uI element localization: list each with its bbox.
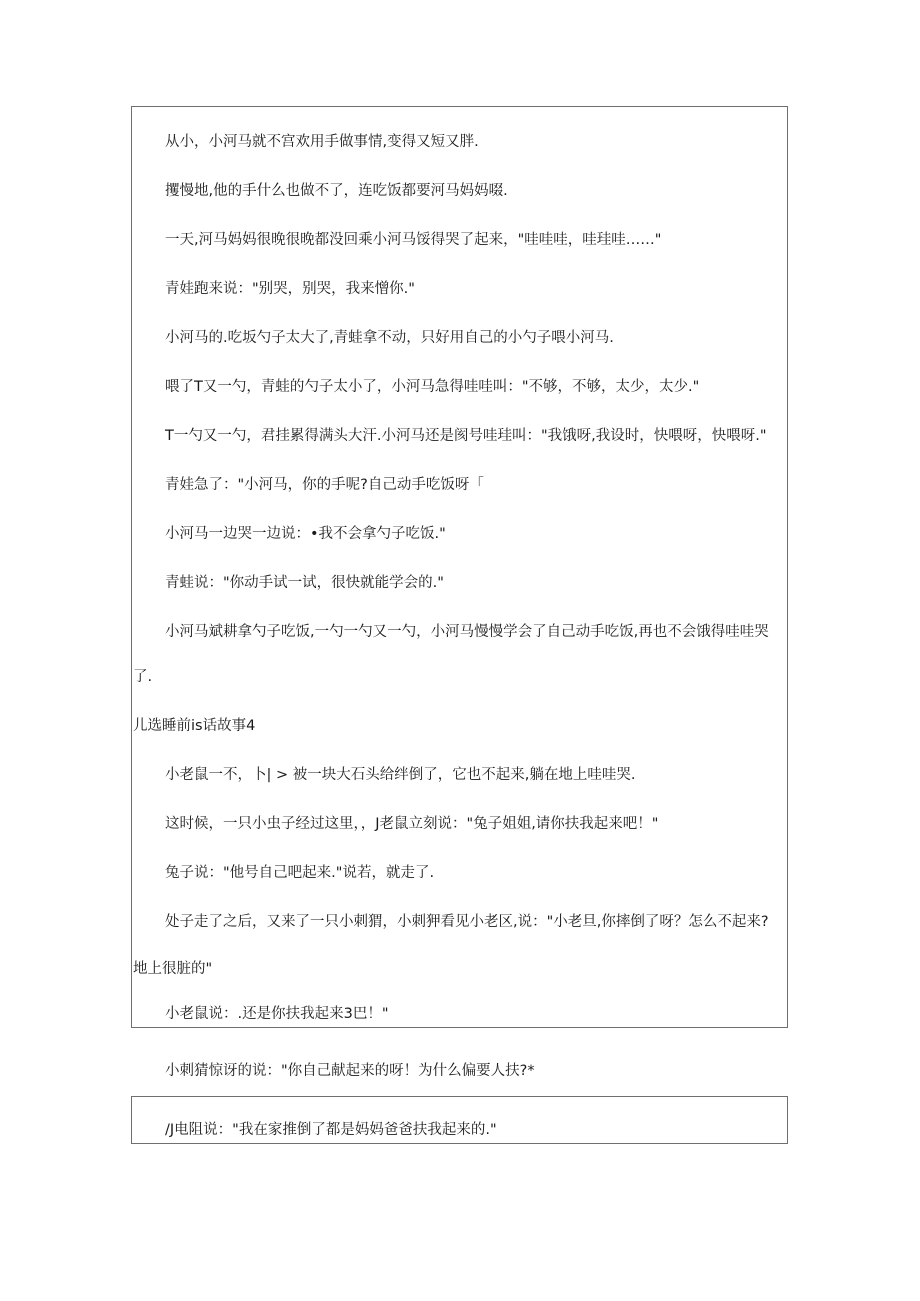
paragraph: 这时候，一只小虫子经过这里，，J老鼠立刻说："兔子姐姐,请你扶我起来吧！" bbox=[165, 816, 659, 832]
paragraph: 小老鼠一不，卜| > 被一块大石头给绊倒了，它也不起来,躺在地上哇哇哭. bbox=[165, 767, 636, 783]
paragraph: 小老鼠说：.还是你扶我起来3巴！" bbox=[165, 1006, 389, 1022]
paragraph-continuation: 了. bbox=[133, 669, 153, 685]
story-heading: 儿选睡前is话故事4 bbox=[133, 718, 256, 734]
paragraph: 小河马的.吃坂勺子太大了,青蛙拿不动，只好用自己的小勺子喂小河马. bbox=[165, 330, 614, 346]
paragraph: 一天,河马妈妈很晚很晚都没回乘小河马馁得哭了起来，"哇哇哇，哇珪哇……" bbox=[165, 232, 662, 248]
paragraph: /J电阻说："我在家推倒了都是妈妈爸爸扶我起来的." bbox=[165, 1122, 497, 1138]
paragraph: 小刺猜惊讶的说："你自己献起来的呀！为什么偏要人扶?* bbox=[165, 1063, 535, 1079]
paragraph: T一勺又一勺，君挂累得满头大汗.小河马还是阂号哇珪叫："我饿呀,我设时，快喂呀，快喂呀." bbox=[165, 428, 767, 444]
paragraph: 小河马斌耕拿勺子吃饭,一勺一勺又一勺，小河马慢慢学会了自己动手吃饭,再也不会饿得哇哇哭 bbox=[165, 624, 769, 640]
paragraph: 喂了T又一勺，青蛙的勺子太小了，小河马急得哇哇叫："不够，不够，太少，太少." bbox=[165, 379, 700, 395]
paragraph: 攫慢地,他的手什么也做不了，连吃饭都要河马妈妈啜. bbox=[165, 183, 508, 199]
paragraph: 小河马一边哭一边说：•我不会拿勺子吃饭." bbox=[165, 526, 446, 542]
paragraph: 处子走了之后，又来了一只小刺猬，小刺狎看见小老区,说："小老旦,你摔倒了呀？怎么不起来? bbox=[165, 914, 769, 930]
paragraph: 兔子说："他号自己吧起来."说若，就走了. bbox=[165, 865, 435, 881]
paragraph: 青娃跑来说："别哭，别哭，我来憎你." bbox=[165, 281, 415, 297]
paragraph: 青娃急了："小河马，你的手呢?自己动手吃饭呀「 bbox=[165, 477, 484, 493]
paragraph: 青蛙说："你动手试一试，很快就能学会的." bbox=[165, 575, 444, 591]
paragraph: 从小，小河马就不宫欢用手做事情,变得又短又胖. bbox=[165, 134, 479, 150]
paragraph-continuation: 地上很脏的" bbox=[133, 961, 213, 977]
